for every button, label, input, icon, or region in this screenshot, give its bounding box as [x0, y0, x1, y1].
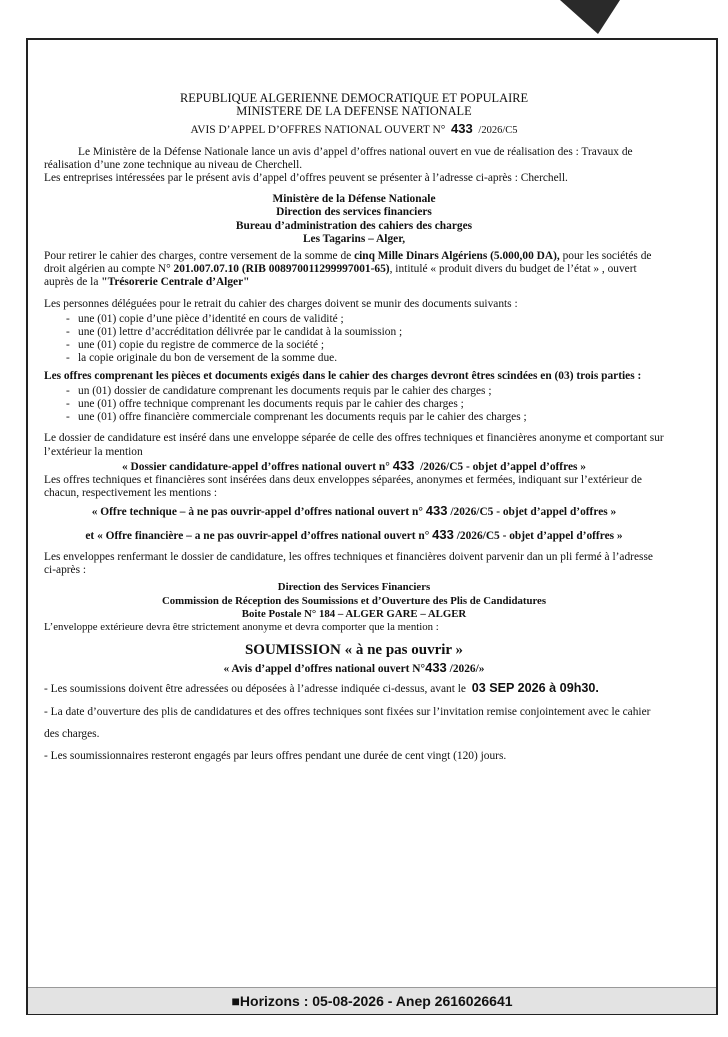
address-block-2: Direction des Services Financiers Commission de Réception des Soumissions et d’Ouverture des Plis de Candidatures Boite Postale N° 184 – ALGER GARE – ALGER	[161, 581, 547, 620]
list-item: - une (01) offre technique comprenant les documents requis par le cahier des charges ;	[66, 398, 664, 411]
soumission-subtitle: « Avis d’appel d’offres national ouvert N°433 /2026/»	[223, 660, 485, 676]
footer-bar	[28, 987, 716, 1014]
address-block-1: Ministère de la Défense Nationale Direction des services financiers Bureau d’administration des cahiers des charges Les Tagarins – Alger,	[235, 193, 473, 245]
delegates-intro: Les personnes déléguées pour le retrait du cahier des charges doivent se munir des documents suivants :	[44, 297, 518, 310]
envelopes-paragraph: Les enveloppes renfermant le dossier de candidature, les offres techniques et financières doivent parvenir dan un pli fermé à l’adresse ci-après :	[44, 550, 653, 577]
validity-line: - Les soumissionnaires resteront engagés par leurs offres pendant une durée de cent vingt (120) jours.	[44, 749, 507, 762]
closing-block	[44, 681, 664, 764]
list-item: - une (01) copie d’une pièce d’identité en cours de validité ;	[66, 313, 664, 326]
delegates-list	[44, 313, 664, 366]
list-item: - une (01) lettre d’accréditation délivrée par le candidat à la soumission ;	[66, 326, 664, 339]
list-item: - un (01) dossier de candidature comprenant les documents requis par le cahier des charges ;	[66, 385, 664, 398]
offers-envelopes-paragraph: Les offres techniques et financières sont insérées dans deux enveloppes séparées, anonymes et fermées, indiquant sur l’extérieur de chacun, respectivement les mentions :	[44, 474, 642, 500]
intro-paragraph: Le Ministère de la Défense Nationale lance un avis d’appel d’offres national ouvert en vue de réalisation des : Travaux de réalisation d’une zone technique au niveau de Cherchell.	[44, 145, 633, 171]
intro-address-paragraph: Les entreprises intéressées par le présent avis d’appel d’offres peuvent se présenter à l’adresse ci-après : Cherchell.	[44, 172, 568, 185]
opening-date-line: - La date d’ouverture des plis de candidatures et des offres techniques sont fixées sur l’invitation remise conjointement avec le cahier des charges.	[44, 705, 651, 740]
financial-offer-mention: et « Offre financière – a ne pas ouvrir-appel d’offres national ouvert n° 433 /2026/C5 - objet d’appel d’offres »	[85, 526, 623, 542]
offers-list	[44, 385, 664, 425]
outer-envelope-paragraph: L’enveloppe extérieure devra être strictement anonyme et devra comporter que la mention :	[44, 620, 439, 633]
deadline-line: - Les soumissions doivent être adressées ou déposées à l’adresse indiquée ci-dessus, avant le 03 SEP 2026 à 09h30.	[44, 680, 599, 695]
avis-title: AVIS D’APPEL D’OFFRES NATIONAL OUVERT N° 433 /2026/C5	[190, 121, 518, 137]
dossier-mention: « Dossier candidature-appel d’offres national ouvert n° 433 /2026/C5 - objet d’appel d’offres »	[122, 457, 586, 473]
deadline-date: 03 SEP 2026 à 09h30.	[471, 680, 599, 695]
dossier-paragraph: Le dossier de candidature est inséré dans une enveloppe séparée de celle des offres techniques et financières anonyme et comportant sur l’extérieur la mention	[44, 432, 664, 458]
list-item: - une (01) offre financière commerciale comprenant les documents requis par le cahier des charges ;	[66, 411, 664, 424]
technical-offer-mention: « Offre technique – à ne pas ouvrir-appel d’offres national ouvert n° 433 /2026/C5 - objet d’appel d’offres »	[91, 503, 617, 519]
list-item: - la copie originale du bon de versement de la somme due.	[66, 352, 664, 365]
avis-number: 433	[451, 121, 473, 137]
offers-intro: Les offres comprenant les pièces et documents exigés dans le cahier des charges devront êtres scindées en (03) trois parties :	[44, 369, 642, 382]
ministry-heading: MINISTERE DE LA DEFENSE NATIONALE	[236, 104, 472, 119]
notice-content	[44, 52, 664, 764]
republic-heading: REPUBLIQUE ALGERIENNE DEMOCRATIQUE ET POPULAIRE	[179, 91, 529, 105]
corner-decoration	[560, 0, 620, 34]
soumission-title: SOUMISSION « à ne pas ouvrir »	[244, 642, 464, 659]
footer-text: ■Horizons : 05-08-2026 - Anep 2616026641	[231, 993, 513, 1009]
list-item: - une (01) copie du registre de commerce de la société ;	[66, 339, 664, 352]
payment-paragraph: Pour retirer le cahier des charges, contre versement de la somme de cinq Mille Dinars Algériens (5.000,00 DA), pour les sociétés de droit algérien au compte N° 201.007.07.10 (RIB 008970011299997001-65), intitulé « produit divers du budget de l’état » , ouvert auprès de la "Trésorerie Centrale d’Alger"	[44, 250, 652, 289]
